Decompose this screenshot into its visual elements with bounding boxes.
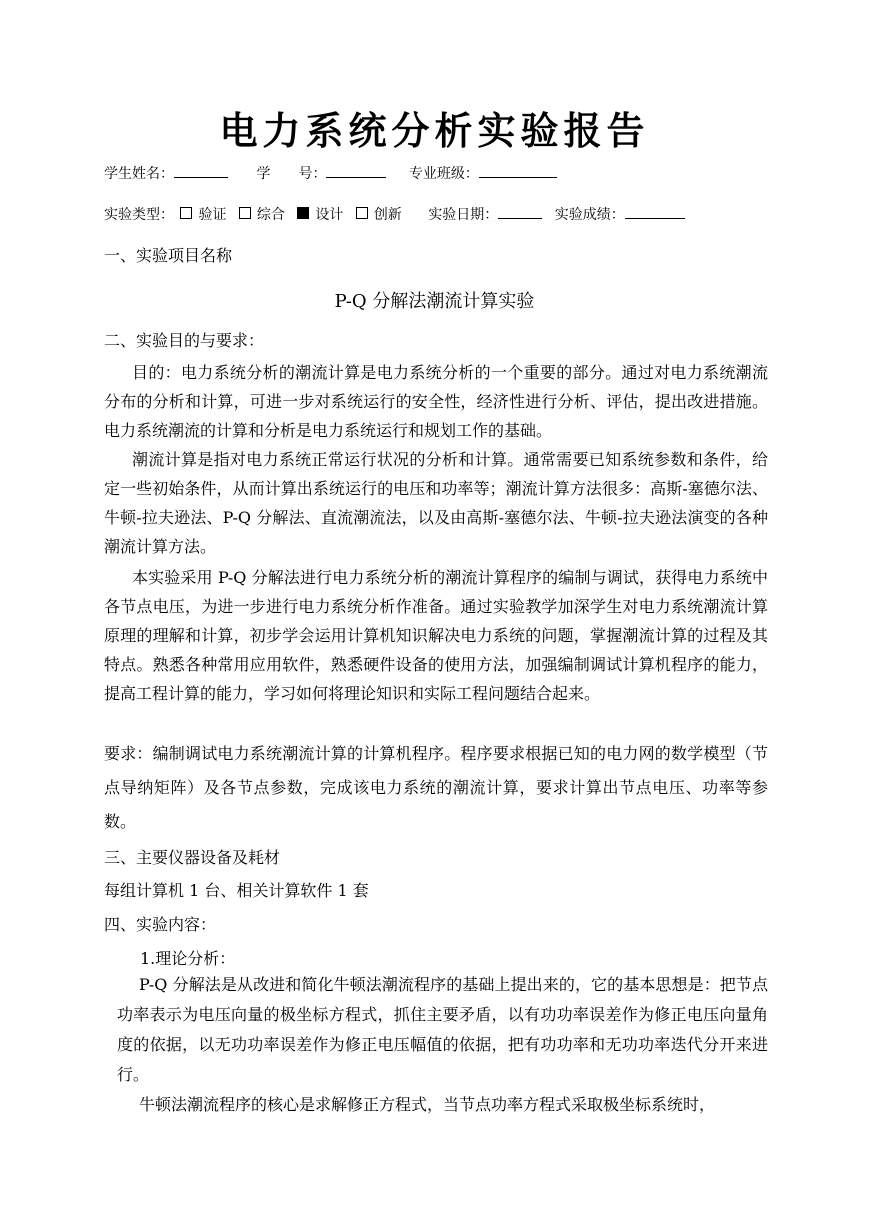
section-3-text: 每组计算机 1 台、相关计算软件 1 套	[104, 881, 369, 900]
student-info-row	[104, 163, 557, 183]
class-blank	[479, 163, 557, 178]
type-verify-label: 验证	[198, 207, 227, 223]
section-4-paragraph-1: P-Q 分解法是从改进和简化牛顿法潮流程序的基础上提出来的，它的基本思想是：把节点功率表示为电压向量的极坐标方程式，抓住主要矛盾，以有功功率误差作为修正电压向量角度的依据，以无功功率误差作为修正电压幅值的依据，把有功功率和无功功率迭代分开来进行。	[117, 975, 768, 1084]
page-title: 电力系统分析实验报告	[219, 109, 650, 153]
experiment-date-blank	[498, 204, 542, 219]
experiment-score-label: 实验成绩：	[554, 207, 625, 223]
checkbox-verify	[180, 207, 192, 219]
type-comprehensive-label: 综合	[256, 207, 285, 223]
section-1-heading: 一、实验项目名称	[104, 246, 233, 265]
section-2-paragraph-3: 本实验采用 P-Q 分解法进行电力系统分析的潮流计算程序的编制与调试，获得电力系统中各节点电压，为进一步进行电力系统分析作准备。通过实验教学加深学生对电力系统潮流计算原理的理解和计算，初步学会运用计算机知识解决电力系统的问题，掌握潮流计算的过程及其特点。熟悉各种常用应用软件，熟悉硬件设备的使用方法，加强编制调试计算机程序的能力，提高工程计算的能力，学习如何将理论知识和实际工程问题结合起来。	[104, 568, 768, 703]
section-2-purpose: 目的：电力系统分析的潮流计算是电力系统分析的一个重要的部分。通过对电力系统潮流分布的分析和计算，可进一步对系统运行的安全性，经济性进行分析、评估，提出改进措施。电力系统潮流的计算和分析是电力系统运行和规划工作的基础。	[104, 363, 768, 440]
student-name-label: 学生姓名：	[104, 166, 174, 182]
experiment-score-blank	[625, 204, 685, 219]
checkbox-design	[297, 207, 309, 219]
type-design-label: 设计	[315, 207, 344, 223]
section-4-heading: 四、实验内容：	[104, 915, 217, 934]
student-id-label: 学 号：	[256, 166, 327, 182]
checkbox-innovative	[356, 207, 368, 219]
student-name-blank	[174, 163, 228, 178]
student-id-blank	[326, 163, 386, 178]
section-2-paragraph-2: 潮流计算是指对电力系统正常运行状况的分析和计算。通常需要已知系统参数和条件，给定一些初始条件，从而计算出系统运行的电压和功率等；潮流计算方法很多：高斯-塞德尔法、牛顿-拉夫逊法、P-Q 分解法、直流潮流法，以及由高斯-塞德尔法、牛顿-拉夫逊法演变的各种潮流计算方法。	[104, 450, 768, 556]
experiment-date-label: 实验日期：	[428, 207, 499, 223]
experiment-type-label: 实验类型：	[104, 207, 174, 223]
checkbox-comprehensive	[239, 207, 251, 219]
section-4-paragraph-2: 牛顿法潮流程序的核心是求解修正方程式，当节点功率方程式采取极坐标系统时，	[139, 1095, 716, 1114]
theory-analysis-subheading: 1.理论分析：	[140, 949, 236, 968]
project-name: P-Q 分解法潮流计算实验	[334, 291, 535, 312]
class-label: 专业班级：	[408, 166, 479, 182]
type-innovative-label: 创新	[373, 207, 402, 223]
section-2-requirements: 要求：编制调试电力系统潮流计算的计算机程序。程序要求根据已知的电力网的数学模型（节点导纳矩阵）及各节点参数，完成该电力系统的潮流计算，要求计算出节点电压、功率等参数。	[104, 744, 768, 831]
experiment-row	[104, 204, 685, 224]
section-3-heading: 三、主要仪器设备及耗材	[104, 848, 281, 867]
section-2-heading: 二、实验目的与要求：	[104, 331, 265, 350]
